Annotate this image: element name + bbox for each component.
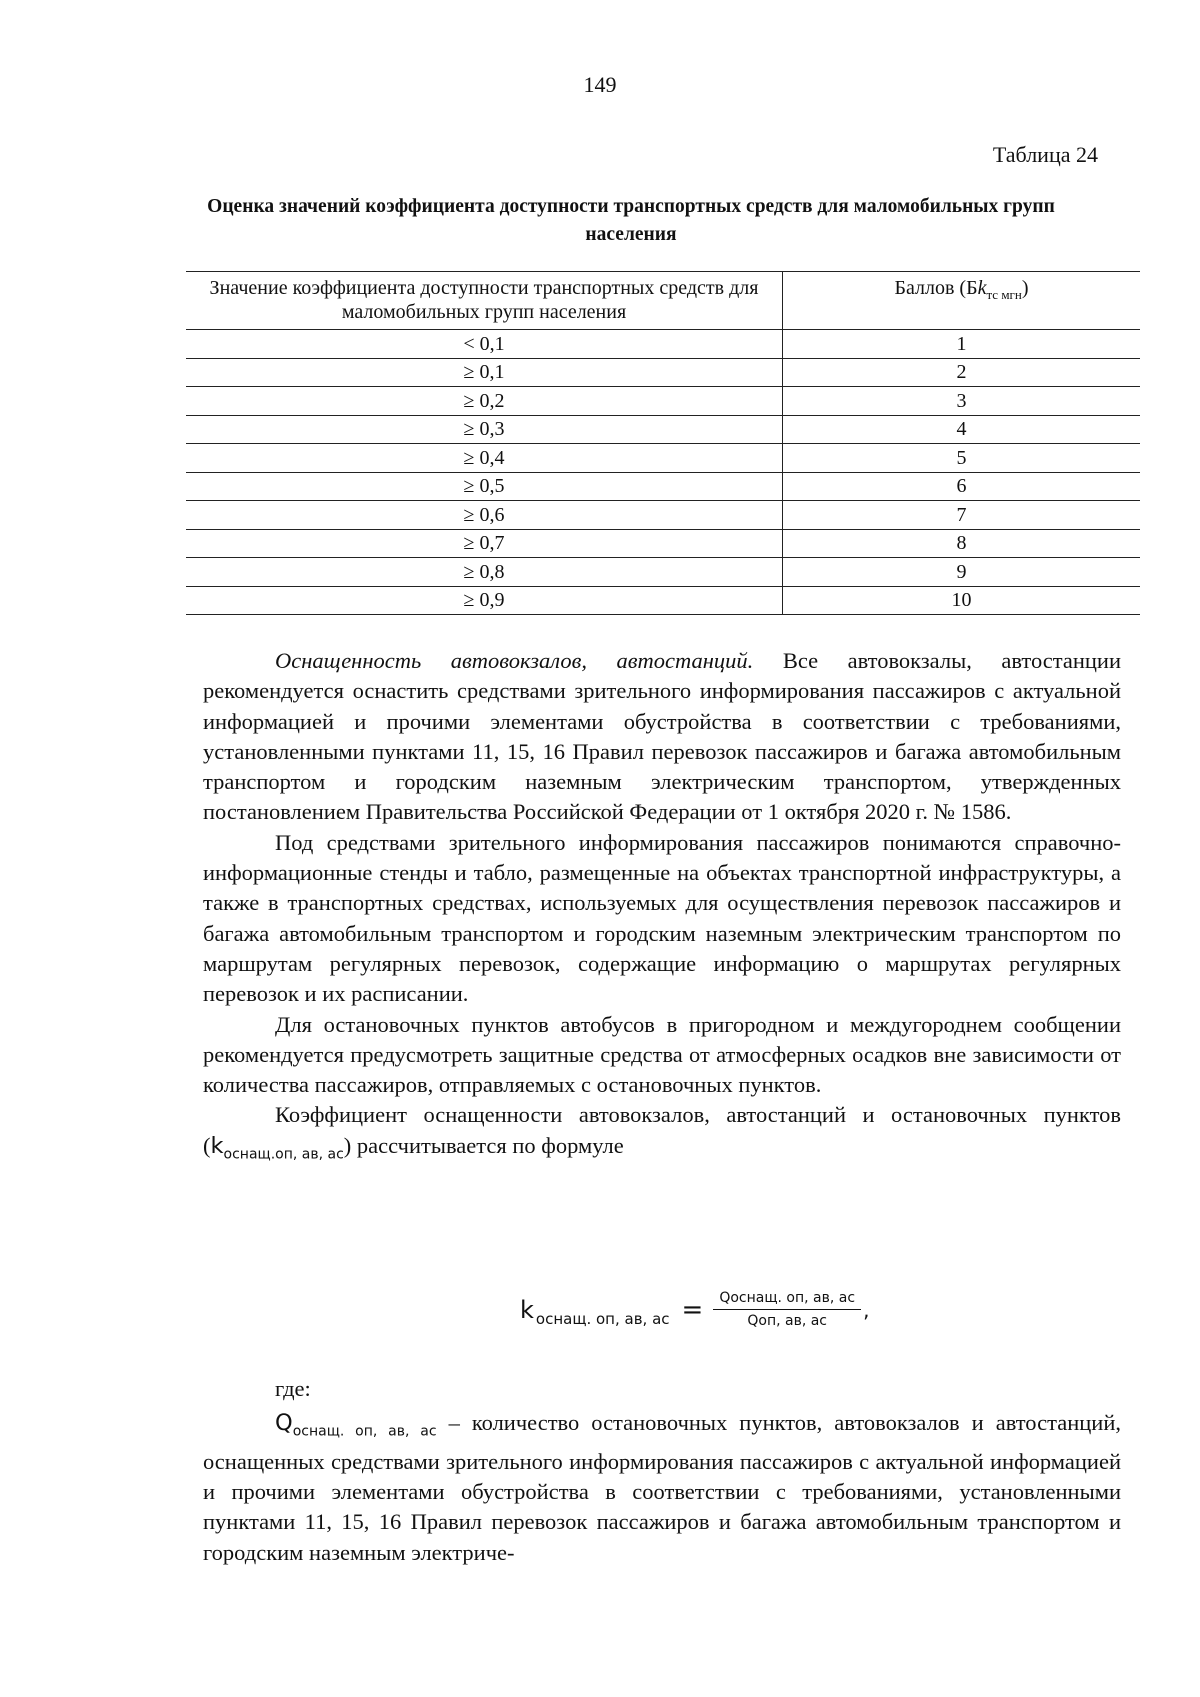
cell-value: ≥ 0,3	[186, 415, 783, 444]
header-coefficient-value: Значение коэффициента доступности транспортных средств для маломобильных групп населения	[186, 272, 783, 330]
definition-text: – количество остановочных пунктов, автовокзалов и автостанций, оснащенных средствами зрительного информирования пассажиров с актуальной информацией и прочими элементами обустройства в соответствии с требованиями, установленными пунктами 11, 15, 16 Правил перевозок пассажиров и багажа автомобильным транспортом и городским наземным электриче-	[203, 1410, 1121, 1565]
paragraph-coefficient-sub: оснащ.оп, ав, ас	[223, 1146, 344, 1163]
cell-score: 7	[783, 501, 1141, 530]
table-row	[186, 529, 1140, 558]
definition-q: Q	[275, 1410, 293, 1436]
cell-value: ≥ 0,8	[186, 558, 783, 587]
cell-value: ≥ 0,5	[186, 472, 783, 501]
paragraph-visual-info: Под средствами зрительного информирования пассажиров понимаются справочно-информационные стенды и табло, размещенные на объектах транспортной инфраструктуры, а также в транспортных средствах, используемых для осуществления перевозок пассажиров и багажа автомобильным транспортом и городским наземным электрическим транспортом по маршрутам регулярных перевозок, содержащие информацию о маршрутах регулярных перевозок и их расписании.	[203, 829, 1121, 1007]
table-row	[186, 472, 1140, 501]
cell-score: 5	[783, 444, 1141, 473]
cell-score: 1	[783, 330, 1141, 359]
paragraph-equipment	[203, 646, 1121, 828]
table-row	[186, 387, 1140, 416]
formula-denominator: Qоп, ав, ас	[747, 1313, 828, 1329]
header-score-main: Баллов (Б	[894, 277, 978, 299]
formula-comma: ,	[863, 1297, 870, 1322]
paragraph-coefficient-start: Коэффициент оснащенности автовокзалов, автостанций и остановочных пунктов (	[203, 1102, 1121, 1158]
formula-fraction-bar	[713, 1309, 861, 1310]
formula-fraction	[713, 1290, 861, 1329]
table-row	[186, 586, 1140, 615]
paragraph-coefficient	[203, 1100, 1121, 1169]
where-label: где:	[275, 1376, 311, 1401]
definition-paragraph	[203, 1408, 1121, 1568]
cell-value: ≥ 0,2	[186, 387, 783, 416]
cell-score: 10	[783, 586, 1141, 615]
score-table	[186, 271, 1140, 615]
cell-value: < 0,1	[186, 330, 783, 359]
paragraph-coefficient-k: k	[210, 1132, 224, 1159]
header-score-close: )	[1021, 277, 1029, 299]
header-score-k: k	[977, 277, 987, 299]
table-label: Таблица 24	[992, 142, 1098, 167]
header-score-sub: тс мгн	[986, 287, 1022, 302]
paragraph-stops-protection: Для остановочных пунктов автобусов в пригородном и междугороднем сообщении рекомендуется предусмотреть защитные средства от атмосферных осадков вне зависимости от количества пассажиров, отправляемых с остановочных пунктов.	[203, 1011, 1121, 1098]
cell-score: 8	[783, 529, 1141, 558]
cell-value: ≥ 0,4	[186, 444, 783, 473]
table-header-row	[186, 272, 1140, 330]
cell-value: ≥ 0,1	[186, 358, 783, 387]
cell-value: ≥ 0,7	[186, 529, 783, 558]
paragraph-equipment-heading: Оснащенность автовокзалов, автостанций.	[275, 648, 754, 673]
table-row	[186, 330, 1140, 359]
body-text	[203, 646, 1121, 1170]
definition	[203, 1408, 1121, 1568]
formula-lhs-k: k	[520, 1295, 534, 1324]
page-number: 149	[583, 72, 617, 97]
formula-lhs	[520, 1295, 670, 1328]
formula	[520, 1290, 869, 1329]
cell-score: 4	[783, 415, 1141, 444]
cell-value: ≥ 0,9	[186, 586, 783, 615]
table-row	[186, 358, 1140, 387]
cell-score: 2	[783, 358, 1141, 387]
header-score	[783, 272, 1141, 330]
table-row	[186, 558, 1140, 587]
table-row	[186, 444, 1140, 473]
cell-score: 3	[783, 387, 1141, 416]
table-row	[186, 501, 1140, 530]
formula-numerator: Qоснащ. оп, ав, ас	[719, 1290, 856, 1306]
table-row	[186, 415, 1140, 444]
paragraph-equipment-text: Все автовокзалы, автостанции рекомендуется оснастить средствами зрительного информирования пассажиров с актуальной информацией и прочими элементами обустройства в соответствии с требованиями, установленными пунктами 11, 15, 16 Правил перевозок пассажиров и багажа автомобильным транспортом и городским наземным электрическим транспортом, утвержденных постановлением Правительства Российской Федерации от 1 октября 2020 г. № 1586.	[203, 648, 1121, 825]
table-title: Оценка значений коэффициента доступности транспортных средств для маломобильных групп населения	[207, 196, 1055, 245]
cell-score: 6	[783, 472, 1141, 501]
definition-q-sub: оснащ. оп, ав, ас	[292, 1423, 437, 1440]
cell-value: ≥ 0,6	[186, 501, 783, 530]
formula-equals: =	[681, 1294, 704, 1325]
paragraph-coefficient-end: ) рассчитывается по формуле	[343, 1132, 624, 1158]
cell-score: 9	[783, 558, 1141, 587]
formula-lhs-sub: оснащ. оп, ав, ас	[535, 1309, 670, 1328]
